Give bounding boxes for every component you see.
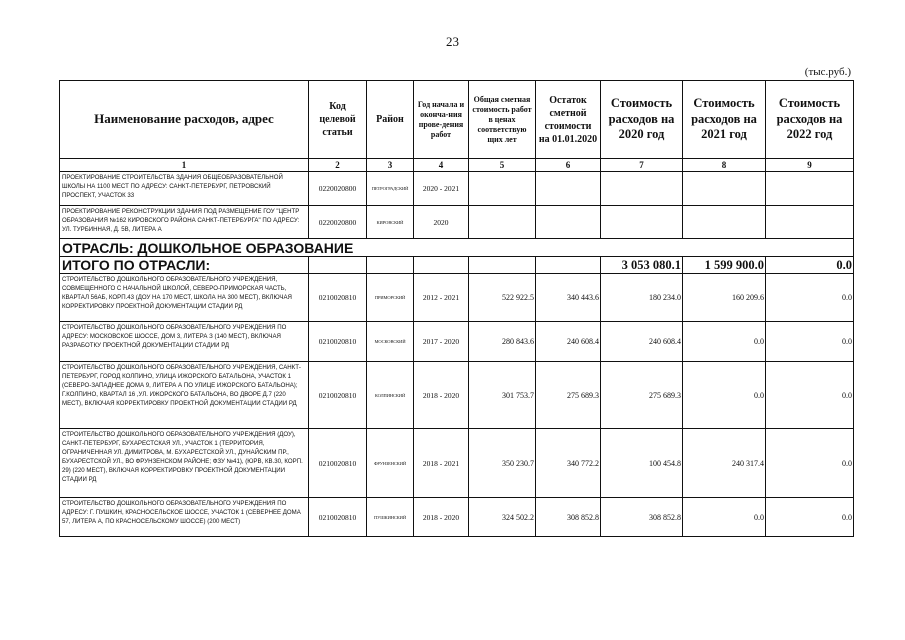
column-number: 6: [536, 159, 601, 172]
row-years: 2012 - 2021: [414, 274, 469, 322]
row-years: 2018 - 2021: [414, 429, 469, 498]
table-row: [60, 498, 854, 537]
header-cost-2021: Стоимость расходов на 2021 год: [683, 81, 766, 159]
column-number: 2: [309, 159, 367, 172]
total-cost-2022: 0.0: [766, 257, 854, 274]
row-remainder: 308 852.8: [536, 498, 601, 537]
header-estimate: Общая сметная стоимость работ в ценах соответствую щих лет: [469, 81, 536, 159]
row-cost-2021: [683, 206, 766, 239]
row-estimate: [469, 172, 536, 206]
column-number: 4: [414, 159, 469, 172]
row-district: КОЛПИНСКИЙ: [367, 362, 414, 429]
row-name: СТРОИТЕЛЬСТВО ДОШКОЛЬНОГО ОБРАЗОВАТЕЛЬНОГО УЧРЕЖДЕНИЯ, САНКТ-ПЕТЕРБУРГ, ГОРОД КОЛПИНО, УЛИЦА ИЖОРСКОГО БАТАЛЬОНА, УЧАСТОК 1 (СЕВЕРО-ЗАПАДНЕЕ ДОМА 9, ЛИТЕРА А ПО УЛИЦЕ ИЖОРСКОГО БАТАЛЬОНА); Г.КОЛПИНО, КВАРТАЛ 16 ,УЛ. ИЖОРСКОГО БАТАЛЬОНА, ВО ДВОРЕ Д.7 (220 МЕСТ), ВКЛЮЧАЯ КОРРЕКТИРОВКУ ПРОЕКТНОЙ ДОКУМЕНТАЦИИ СТАДИИ РД: [60, 362, 309, 429]
row-estimate: [469, 206, 536, 239]
header-cost-2020: Стоимость расходов на 2020 год: [601, 81, 683, 159]
header-remainder: Остаток сметной стоимости на 01.01.2020: [536, 81, 601, 159]
row-cost-2020: 308 852.8: [601, 498, 683, 537]
section-title: ОТРАСЛЬ: ДОШКОЛЬНОЕ ОБРАЗОВАНИЕ: [60, 239, 854, 257]
column-number: 9: [766, 159, 854, 172]
page-number: 23: [446, 34, 459, 49]
header-years: Год начала и оконча-ния прове-дения работ: [414, 81, 469, 159]
row-years: 2020 - 2021: [414, 172, 469, 206]
row-code: 0210020810: [309, 498, 367, 537]
row-name: ПРОЕКТИРОВАНИЕ СТРОИТЕЛЬСТВА ЗДАНИЯ ОБЩЕОБРАЗОВАТЕЛЬНОЙ ШКОЛЫ НА 1100 МЕСТ ПО АДРЕСУ: САНКТ-ПЕТЕРБУРГ, ПЕТРОВСКИЙ ПРОСПЕКТ, УЧАСТОК 33: [60, 172, 309, 206]
row-cost-2020: 100 454.8: [601, 429, 683, 498]
table-row: [60, 172, 854, 206]
column-number: 3: [367, 159, 414, 172]
row-remainder: 340 772.2: [536, 429, 601, 498]
row-years: 2017 - 2020: [414, 322, 469, 362]
row-remainder: 275 689.3: [536, 362, 601, 429]
header-row: [60, 81, 854, 159]
row-cost-2022: 0.0: [766, 429, 854, 498]
row-district: ПЕТРОГРАДСКИЙ: [367, 172, 414, 206]
row-name: СТРОИТЕЛЬСТВО ДОШКОЛЬНОГО ОБРАЗОВАТЕЛЬНОГО УЧРЕЖДЕНИЯ ПО АДРЕСУ: МОСКОВСКОЕ ШОССЕ, ДОМ 3, ЛИТЕРА З (140 МЕСТ), ВКЛЮЧАЯ РАЗРАБОТКУ ПРОЕКТНОЙ ДОКУМЕНТАЦИИ СТАДИИ РД: [60, 322, 309, 362]
row-district: КИРОВСКИЙ: [367, 206, 414, 239]
row-cost-2022: [766, 206, 854, 239]
row-code: 0210020810: [309, 362, 367, 429]
row-code: 0210020810: [309, 322, 367, 362]
total-label: ИТОГО ПО ОТРАСЛИ:: [60, 257, 309, 274]
row-cost-2021: 0.0: [683, 362, 766, 429]
row-cost-2020: [601, 172, 683, 206]
column-number: 1: [60, 159, 309, 172]
table-row: [60, 322, 854, 362]
row-district: ПУШКИНСКИЙ: [367, 498, 414, 537]
row-estimate: 522 922.5: [469, 274, 536, 322]
row-remainder: 340 443.6: [536, 274, 601, 322]
row-estimate: 301 753.7: [469, 362, 536, 429]
table-row: [60, 206, 854, 239]
row-cost-2022: [766, 172, 854, 206]
row-name: СТРОИТЕЛЬСТВО ДОШКОЛЬНОГО ОБРАЗОВАТЕЛЬНОГО УЧРЕЖДЕНИЯ ПО АДРЕСУ: Г. ПУШКИН, КРАСНОСЕЛЬСКОЕ ШОССЕ, УЧАСТОК 1 (СЕВЕРНЕЕ ДОМА 57, ЛИТЕРА А, ПО КРАСНОСЕЛЬСКОМУ ШОССЕ) (200 МЕСТ): [60, 498, 309, 537]
row-cost-2021: 160 209.6: [683, 274, 766, 322]
column-number: 5: [469, 159, 536, 172]
row-cost-2021: 0.0: [683, 498, 766, 537]
unit-label: (тыс.руб.): [804, 66, 851, 78]
row-cost-2021: [683, 172, 766, 206]
row-code: 0210020810: [309, 429, 367, 498]
row-years: 2020: [414, 206, 469, 239]
column-number: 7: [601, 159, 683, 172]
section-header-row: [60, 239, 854, 257]
expenditure-table: [59, 80, 854, 537]
row-cost-2021: 0.0: [683, 322, 766, 362]
row-name: СТРОИТЕЛЬСТВО ДОШКОЛЬНОГО ОБРАЗОВАТЕЛЬНОГО УЧРЕЖДЕНИЯ, СОВМЕЩЕННОГО С НАЧАЛЬНОЙ ШКОЛОЙ, СЕВЕРО-ПРИМОРСКАЯ ЧАСТЬ, КВАРТАЛ 56АБ, КОРП.43 (ДОУ НА 170 МЕСТ, ШКОЛА НА 300 МЕСТ), ВКЛЮЧАЯ КОРРЕКТИРОВКУ ПРОЕКТНОЙ ДОКУМЕНТАЦИИ СТАДИИ РД: [60, 274, 309, 322]
row-name: ПРОЕКТИРОВАНИЕ РЕКОНСТРУКЦИИ ЗДАНИЯ ПОД РАЗМЕЩЕНИЕ ГОУ "ЦЕНТР ОБРАЗОВАНИЯ №162 КИРОВСКОГО РАЙОНА САНКТ-ПЕТЕРБУРГА" ПО АДРЕСУ: УЛ. ТУРБИННАЯ, Д. 5В, ЛИТЕРА А: [60, 206, 309, 239]
row-cost-2020: 240 608.4: [601, 322, 683, 362]
row-cost-2022: 0.0: [766, 362, 854, 429]
row-name: СТРОИТЕЛЬСТВО ДОШКОЛЬНОГО ОБРАЗОВАТЕЛЬНОГО УЧРЕЖДЕНИЯ (ДОУ), САНКТ-ПЕТЕРБУРГ, БУХАРЕСТСКАЯ УЛ., УЧАСТОК 1 (ТЕРРИТОРИЯ, ОГРАНИЧЕННАЯ УЛ. ДИМИТРОВА, М. БУХАРЕСТСКОЙ УЛ., ДУНАЙСКИМ ПР., БУХАРЕСТСКОЙ УЛ., ВО ФРУНЗЕНСКОМ РАЙОНЕ; ФЗУ №41), (ЮРВ, КВ.30, КОРП. 29) (220 МЕСТ), ВКЛЮЧАЯ КОРРЕКТИРОВКУ ПРОЕКТНОЙ ДОКУМЕНТАЦИИ СТАДИИ РД: [60, 429, 309, 498]
row-cost-2020: [601, 206, 683, 239]
row-estimate: 350 230.7: [469, 429, 536, 498]
row-estimate: 324 502.2: [469, 498, 536, 537]
row-years: 2018 - 2020: [414, 498, 469, 537]
header-district: Район: [367, 81, 414, 159]
total-cost-2021: 1 599 900.0: [683, 257, 766, 274]
row-district: ПРИМОРСКИЙ: [367, 274, 414, 322]
row-remainder: 240 608.4: [536, 322, 601, 362]
column-number: 8: [683, 159, 766, 172]
row-years: 2018 - 2020: [414, 362, 469, 429]
row-estimate: 280 843.6: [469, 322, 536, 362]
row-cost-2022: 0.0: [766, 498, 854, 537]
row-code: 0220020800: [309, 172, 367, 206]
row-code: 0220020800: [309, 206, 367, 239]
table-row: [60, 362, 854, 429]
row-remainder: [536, 206, 601, 239]
total-cost-2020: 3 053 080.1: [601, 257, 683, 274]
row-cost-2020: 275 689.3: [601, 362, 683, 429]
row-cost-2022: 0.0: [766, 322, 854, 362]
header-cost-2022: Стоимость расходов на 2022 год: [766, 81, 854, 159]
row-cost-2022: 0.0: [766, 274, 854, 322]
row-district: МОСКОВСКИЙ: [367, 322, 414, 362]
row-code: 0210020810: [309, 274, 367, 322]
header-name: Наименование расходов, адрес: [60, 81, 309, 159]
row-cost-2020: 180 234.0: [601, 274, 683, 322]
column-number-row: [60, 159, 854, 172]
section-total-row: [60, 257, 854, 274]
header-code: Код целевой статьи: [309, 81, 367, 159]
row-remainder: [536, 172, 601, 206]
row-district: ФРУНЗЕНСКИЙ: [367, 429, 414, 498]
table-row: [60, 274, 854, 322]
row-cost-2021: 240 317.4: [683, 429, 766, 498]
table-row: [60, 429, 854, 498]
